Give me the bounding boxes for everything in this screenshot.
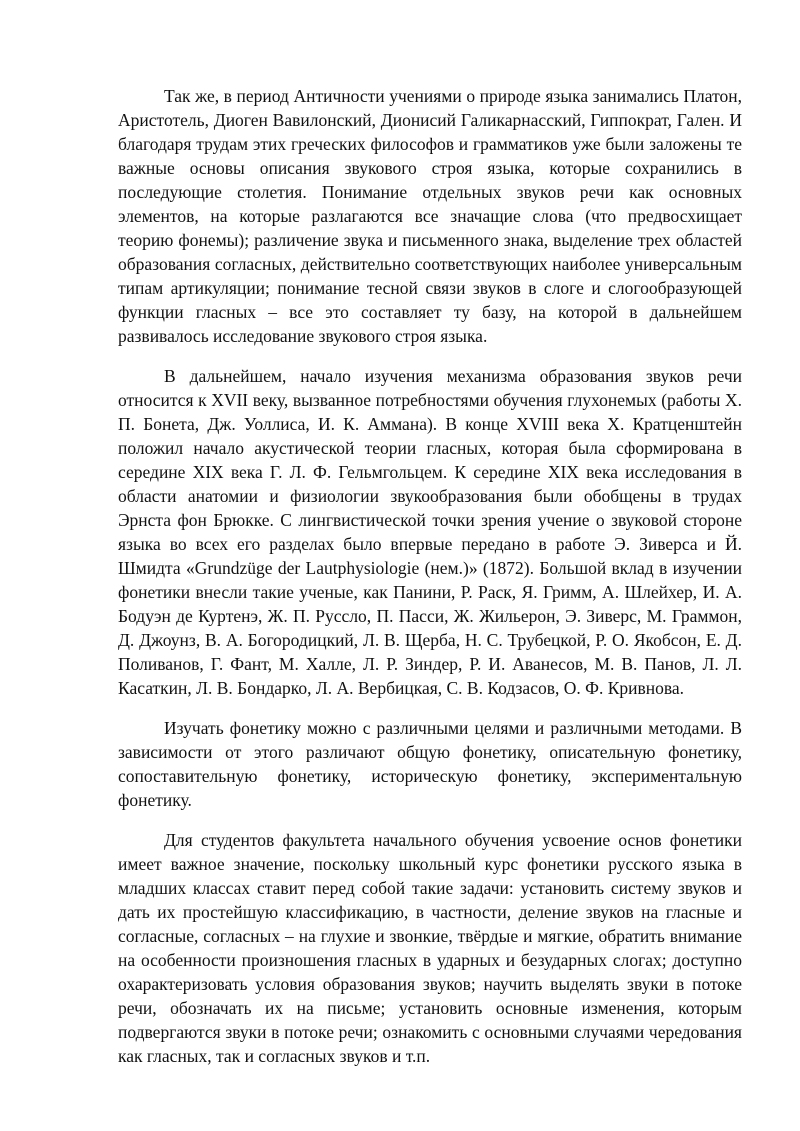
paragraph-methods: Изучать фонетику можно с различными целями и различными методами. В зависимости от этого различают общую фонетику, описательную фонетику, сопоставительную фонетику, историческую фонетику, экспериментальную фонетику.: [118, 718, 742, 810]
body-text: [118, 84, 742, 1084]
paragraph-history: В дальнейшем, начало изучения механизма образования звуков речи относится к XVII веку, вызванное потребностями обучения глухонемых (работы Х. П. Бонета, Дж. Уоллиса, И. К. Аммана). В конце XVIII века Х. Кратценштейн положил начало акустической теории гласных, которая была сформирована в середине XIX века Г. Л. Ф. Гельмгольцем. К середине XIX века исследования в области анатомии и физиологии звукообразования были обобщены в трудах Эрнста фон Брюкке. С лингвистической точки зрения учение о звуковой стороне языка во всех его разделах было впервые передано в работе Э. Зиверса и Й. Шмидта «Grundzüge der Lautphysiologie (нем.)» (1872). Большой вклад в изучении фонетики внесли такие ученые, как Панини, Р. Раск, Я. Гримм, А. Шлейхер, И. А. Бодуэн де Куртенэ, Ж. П. Руссло, П. Пасси, Ж. Жильерон, Э. Зиверс, М. Граммон, Д. Джоунз, В. А. Богородицкий, Л. В. Щерба, Н. С. Трубецкой, Р. О. Якобсон, Е. Д. Поливанов, Г. Фант, М. Халле, Л. Р. Зиндер, Р. И. Аванесов, М. В. Панов, Л. Л. Касаткин, Л. В. Бондарко, Л. А. Вербицкая, С. В. Кодзасов, О. Ф. Кривнова.: [118, 366, 742, 698]
paragraph-students: Для студентов факультета начального обучения усвоение основ фонетики имеет важное значение, поскольку школьный курс фонетики русского языка в младших классах ставит перед собой такие задачи: установить систему звуков и дать их простейшую классификацию, в частности, деление звуков на гласные и согласные, согласных – на глухие и звонкие, твёрдые и мягкие, обратить внимание на особенности произношения гласных в ударных и безударных слогах; доступно охарактеризовать условия образования звуков; научить выделять звуки в потоке речи, обозначать их на письме; установить основные изменения, которым подвергаются звуки в потоке речи; ознакомить с основными случаями чередования как гласных, так и согласных звуков и т.п.: [118, 830, 742, 1066]
paragraph-antiquity: Так же, в период Античности учениями о природе языка занимались Платон, Аристотель, Диоген Вавилонский, Дионисий Галикарнасский, Гиппократ, Гален. И благодаря трудам этих греческих философов и грамматиков уже были заложены те важные основы описания звукового строя языка, которые сохранились в последующие столетия. Понимание отдельных звуков речи как основных элементов, на которые разлагаются все значащие слова (что предвосхищает теорию фонемы); различение звука и письменного знака, выделение трех областей образования согласных, действительно соответствующих наиболее универсальным типам артикуляции; понимание тесной связи звуков в слоге и слогообразующей функции гласных – все это составляет ту базу, на которой в дальнейшем развивалось исследование звукового строя языка.: [118, 86, 742, 346]
